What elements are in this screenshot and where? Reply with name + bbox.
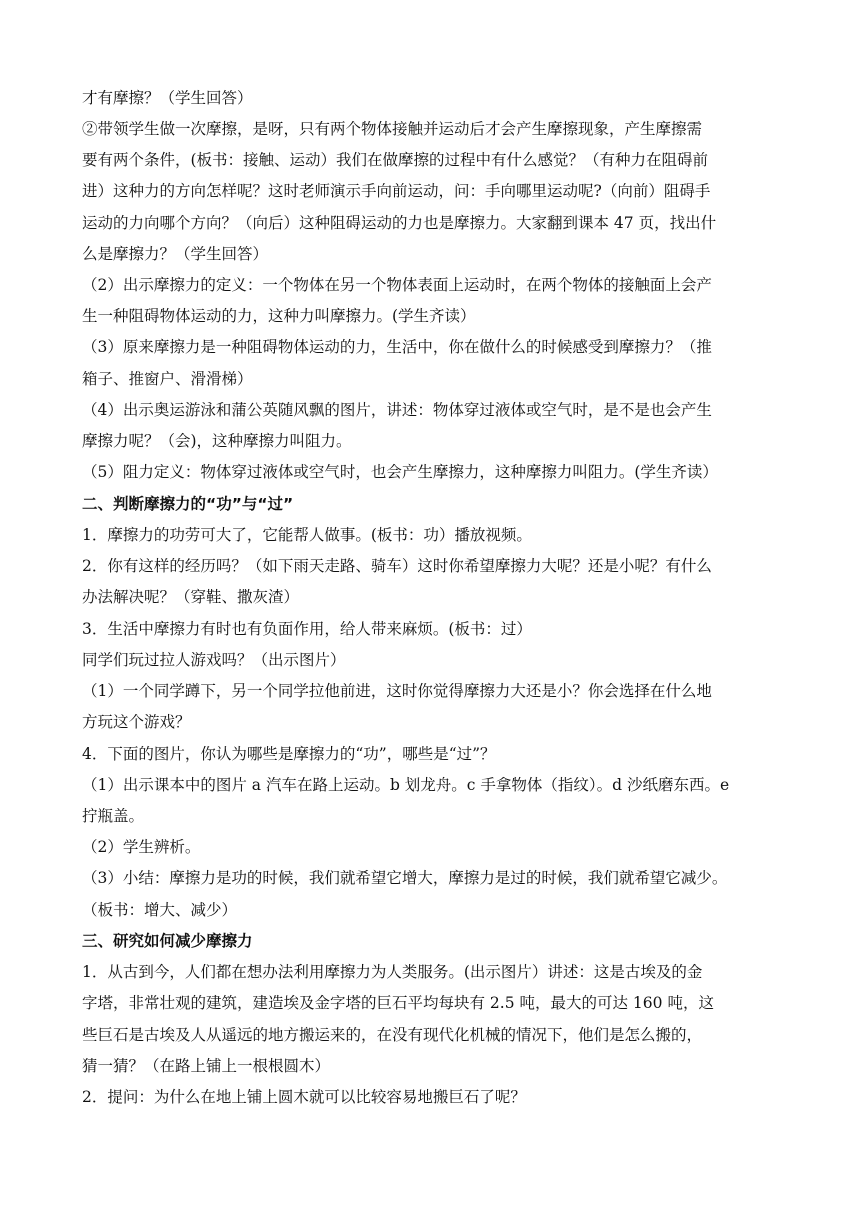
text-line: （3）原来摩擦力是一种阻碍物体运动的力，生活中，你在做什么的时候感受到摩擦力？（推 [82, 338, 712, 356]
text-line: 拧瓶盖。 [82, 807, 145, 825]
text-line: （1）出示课本中的图片 a 汽车在路上运动。b 划龙舟。c 手拿物体（指纹）。d 沙纸磨东西。e [82, 776, 730, 794]
text-line: （2）出示摩擦力的定义：一个物体在另一个物体表面上运动时，在两个物体的接触面上会产 [82, 276, 712, 294]
text-line: 猜一猜？（在路上铺上一根根圆木） [82, 1057, 331, 1075]
text-line: 2．你有这样的经历吗？（如下雨天走路、骑车）这时你希望摩擦力大呢？还是小呢？有什么 [82, 557, 712, 575]
text-line: 生一种阻碍物体运动的力，这种力叫摩擦力。(学生齐读） [82, 307, 476, 325]
text-line: 1．从古到今，人们都在想办法利用摩擦力为人类服务。(出示图片）讲述：这是古埃及的金 [82, 963, 703, 981]
text-line: （3）小结：摩擦力是功的时候，我们就希望它增大，摩擦力是过的时候，我们就希望它减少。 [82, 869, 728, 887]
section-heading: 二、判断摩擦力的“功”与“过” [82, 495, 294, 513]
text-line: 字塔，非常壮观的建筑，建造埃及金字塔的巨石平均每块有 2.5 吨，最大的可达 160 吨，这 [82, 994, 714, 1012]
text-line: 箱子、推窗户、滑滑梯） [82, 370, 253, 388]
text-line: 4．下面的图片，你认为哪些是摩擦力的“功”，哪些是“过”？ [82, 745, 496, 763]
text-line: 方玩这个游戏？ [82, 713, 191, 731]
text-line: （4）出示奥运游泳和蒲公英随风飘的图片，讲述：物体穿过液体或空气时，是不是也会产生 [82, 401, 712, 419]
text-line: （2）学生辨析。 [82, 838, 201, 856]
text-line: （板书：增大、减少） [82, 901, 238, 919]
section-heading: 三、研究如何减少摩擦力 [82, 932, 253, 950]
text-line: 摩擦力呢？（会)，这种摩擦力叫阻力。 [82, 432, 352, 450]
text-line: 1．摩擦力的功劳可大了，它能帮人做事。(板书：功）播放视频。 [82, 526, 532, 544]
text-line: （1）一个同学蹲下，另一个同学拉他前进，这时你觉得摩擦力大还是小？你会选择在什么地 [82, 682, 712, 700]
text-line: 2．提问：为什么在地上铺上圆木就可以比较容易地搬巨石了呢？ [82, 1088, 526, 1106]
text-line: ②带领学生做一次摩擦，是呀，只有两个物体接触并运动后才会产生摩擦现象，产生摩擦需 [82, 120, 703, 138]
text-line: 要有两个条件，(板书：接触、运动）我们在做摩擦的过程中有什么感觉？（有种力在阻碍前 [82, 151, 709, 169]
text-line: 才有摩擦？（学生回答） [82, 89, 253, 107]
text-line: 么是摩擦力？（学生回答） [82, 245, 269, 263]
text-line: 办法解决呢？（穿鞋、撒灰渣） [82, 588, 300, 606]
text-line: （5）阻力定义：物体穿过液体或空气时，也会产生摩擦力，这种摩擦力叫阻力。(学生齐读） [82, 463, 718, 481]
text-line: 3．生活中摩擦力有时也有负面作用，给人带来麻烦。(板书：过） [82, 620, 532, 638]
text-line: 运动的力向哪个方向？（向后）这种阻碍运动的力也是摩擦力。大家翻到课本 47 页，找出什 [82, 214, 717, 232]
text-line: 进）这种力的方向怎样呢？这时老师演示手向前运动，问：手向哪里运动呢?（向前）阻碍手 [82, 182, 711, 200]
text-line: 些巨石是古埃及人从遥远的地方搬运来的，在没有现代化机械的情况下，他们是怎么搬的， [82, 1026, 703, 1044]
text-line: 同学们玩过拉人游戏吗？（出示图片） [82, 651, 346, 669]
